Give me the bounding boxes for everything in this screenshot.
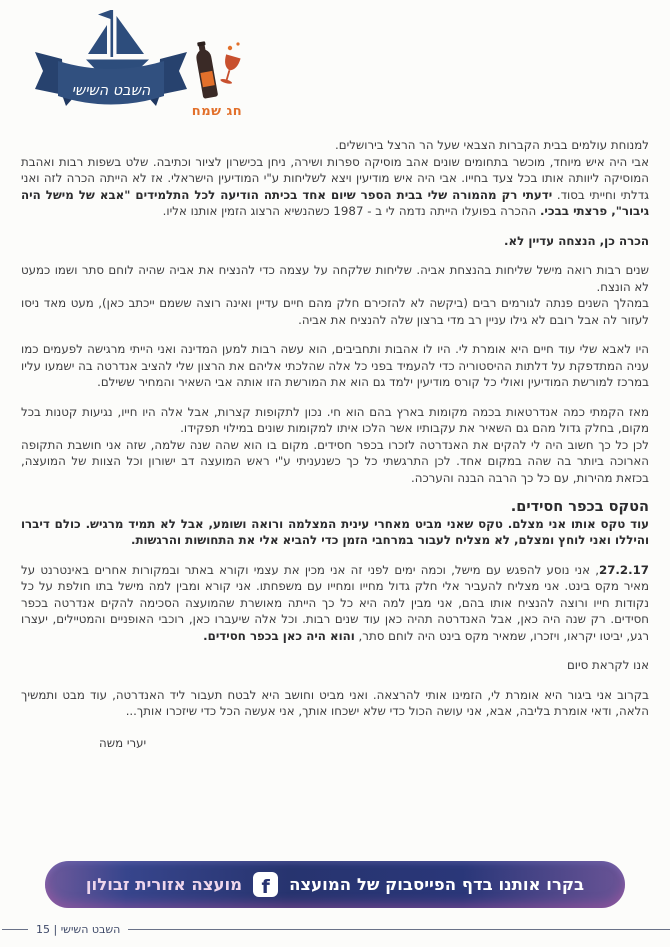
banner-visit-text: בקרו אותנו בדף הפייסבוק של המועצה (289, 875, 585, 894)
article (21, 137, 649, 751)
page-number-text: השבט השישי | 15 (36, 923, 121, 936)
paragraph-mission: שנים רבות רואה מישל שליחות בהנצחת אביה. שליחות שלקחה על עצמה כדי להנציח את אביה שהיה לוחם סתר ושמו כמעט לא הונצח. (21, 263, 649, 294)
paragraph-life: היו לאבא שלי עוד חיים היא אומרת לי. היו לו אהבות ותחביבים, הוא עשה רבות למען המדינה ואני הייתי מרגישה לפעמים כמו עניה המתדפקת על דלתות ההיסטוריה כדי להעמיד בפני כל אלה שהלכתי אליהם את הרצון שלי להציב אנדרטה בה ישמעו עליו במרכז למורשת המודיעין ואולי כל קורס מודיעין ילמד גם הוא את המורשת הזו אותה אבי השאיר והמחיר ששילם. (21, 342, 649, 389)
paragraph-attempts: במהלך השנים פנתה לגורמים רבים (ביקשה לא להזכירם חלק מהם חיים עדיין ואינה רוצה ששמם ייכתב כאן), מעט מאד ניסו לעזור לה אבל רובם לא גילו עניין רב מדי ברצון שלה להנציח את אביה. (21, 296, 649, 327)
wine-bottle-glass-icon (186, 38, 248, 100)
signature: יערי משה (99, 735, 147, 750)
sailboat-ribbon-logo (30, 4, 192, 116)
paragraph-ceremony: עוד טקס אותו אני מצלם. טקס שאני מביט מאחרי עינית המצלמה ורואה ושומע, אבל לא תמיד מרגיש. כולם דיברו והיללו ואני לוחץ ומצלם, לא מצליח לעבור במרחבי הזמן כדי להביא אלי את התחושות והרגשות. (21, 516, 649, 547)
logo (30, 4, 192, 116)
facebook-icon: f (253, 872, 278, 897)
paragraph-date: 27.2.17, אני נוסע להפגש עם מישל, וכמה ימים לפני זה אני מכין את עצמי וקורא באתר ובמקורות אחרים באינטרנט על מאיר מקס בינט. אני מצליח להעביר אלי חלק גדול מחייו ומחייו עם משפחתו. אני קורא ומבין למה מישל בתו חולפת על כל נקודות חייו ורוצה להנציח אותו בהם, אני מבין למה היא כל כך הייתה מאושרת שהמועצה הסכימה להקים אנדרטה בכפר חסידים. רק שנה היה כאן, אבל האנדרטה תהיה כאן עוד שנים רבות. וכל אלה שיעברו כאן, רוכבי האופניים והמטיילים, יעצרו רגע, יביטו יקראו, ויזכרו, שמאיר מקס בינט היה לוחם סתר, והוא היה כאן בכפר חסידים. (21, 562, 649, 643)
holiday-greeting-text: חג שמח (191, 104, 243, 119)
paragraph-kfar-hasidim: לכן כל כך חשוב היה לי להקים את האנדרטה לזכרו בכפר חסידים. מקום בו הוא שהה שנה שלמה, שזה אני חושבת התקופה הארוכה ביותר בה שהה במקום אחד. לכן התרגשתי כל כך כשנעניתי ע"י ראש המועצה דב ישורון וכל הצוות של המועצה, בכזאת מהירות, עם כל כך הרבה הבנה והערכה. (21, 437, 649, 485)
paragraph-father: אבי היה איש מיוחד, מוכשר בתחומים שונים אהב מוסיקה ספרות ושירה, ניחן בכישרון לציור וכתיבה. שלט בשפות רבות ואהבת המוסיקה ליוותה אותו בכל צעד בחייו. אבי היה איש מודיעין ויצא לשליחות ע"י המודיעין הישראלי. אז לא הייתה הכרה לזה ואני גדלתי וחייתי בסוד. ידעתי רק מהמורה שלי בבית הספר שיום אחד בכיתה הודיעה לכל התלמידים "אבא של מישל היה גיבור", פרצתי בבכי. ההכרה בפועלו הייתה נדמה לי ב - 1987 כשהנשיא הרצוג הזמין אותנו אליו. (21, 154, 649, 218)
page-footer (0, 923, 670, 936)
sailboat-icon (86, 10, 149, 70)
paragraph-recognition: הכרה כן, הנצחה עדיין לא. (504, 233, 649, 248)
section-heading: הטקס בכפר חסידים. (510, 499, 649, 515)
banner-council-text: מועצה אזורית זבולון (85, 875, 243, 894)
footer-rule-right (128, 929, 670, 930)
paragraph-closing: בקרוב אני ביגור היא אומרת לי, הזמינו אותי להרצאה. ואני מביט וחושב היא לבטח תעבור ליד האנדרטה, עוד מבט ותמשיך הלאה, ודאי אומרת בליבה, אבא, אני עושה הכול כדי שלא ישכחו אותך, אני אעשה הכל כדי שיזכרו אותך... (21, 687, 649, 718)
paragraph-monuments: מאז הקמתי כמה אנדרטאות בכמה מקומות בארץ בהם הוא חי. נכון לתקופות קצרות, אבל אלה היו חייו, נגיעות קטנות בכל מקום, בחלק גדול מהם גם השאיר את עקבותיו אשר הלכו איתו למקומות שונים במילוי תפקידו. (21, 404, 649, 435)
footer-rule-left (2, 929, 28, 930)
paragraph-opening: למנוחת עולמים בבית הקברות הצבאי שעל הר הרצל בירושלים. (335, 138, 649, 152)
page-bottom (0, 853, 670, 947)
facebook-banner[interactable] (45, 861, 625, 908)
logo-ribbon-text: השבט השישי (71, 83, 151, 99)
holiday-badge (186, 38, 248, 119)
paragraph-ending-intro: אנו לקראת סיום (566, 658, 649, 672)
